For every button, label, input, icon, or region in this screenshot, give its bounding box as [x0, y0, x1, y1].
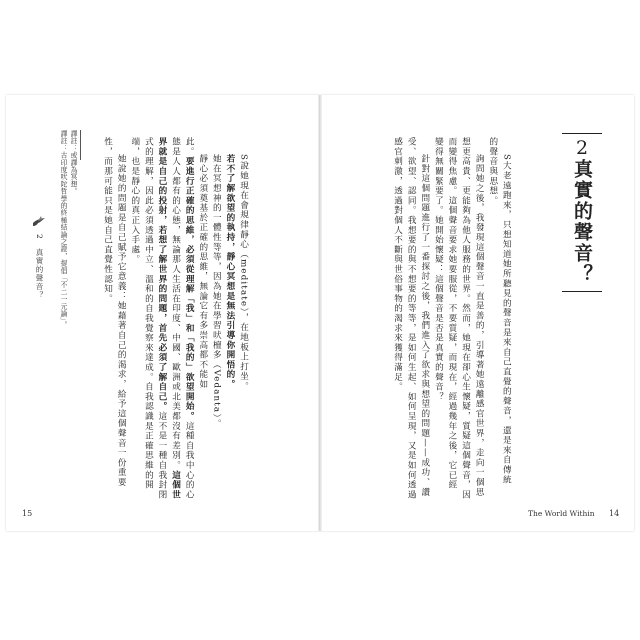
body-text-tail: 。 — [211, 418, 222, 429]
body-text: 端，也是靜心的真正入手處。 — [129, 137, 140, 265]
right-page-body — [390, 137, 512, 502]
body-line — [114, 137, 128, 502]
body-text: 式的理解，因此必須透過中立、溫和的自我覺察來達成。自我認識是正確思維的開 — [143, 137, 154, 490]
body-line — [127, 137, 141, 502]
footnote-rule — [80, 130, 81, 160]
bird-ornament-icon — [32, 214, 46, 228]
footnote-2: 譯註：古印度吠陀哲學的終極結論之證，提倡「不二一元論」。 — [59, 130, 67, 329]
body-line: 受、欲望、認同。我想要的與不想要的等等，是如何生起、如何呈現，又是如何透過 — [406, 137, 417, 500]
footnotes — [58, 130, 78, 340]
body-text-tail: 這不是一種自我封閉 — [156, 411, 167, 500]
body-text: 她說她的問題是自己賦予它意義：她藉著自己的渴求，給予這個聲音一份重要 — [116, 154, 127, 488]
running-header: 2 真實的聲音？ — [35, 234, 44, 300]
chapter-title: 真實的聲音？ — [571, 159, 593, 285]
body-line: 詢問她之後，我發現這個聲音一直是善的，引導著她遠離感官世界，走向一個思 — [474, 154, 485, 498]
body-text: 性，而那可能只是她自己直覺性認知。 — [102, 137, 113, 304]
book-gutter — [318, 95, 322, 531]
footnote-1: 譯註：或譯為冥想。 — [69, 130, 77, 195]
body-line: S大老遠跑來，只想知道她所聽見的聲音是來自己直覺的聲音，還是來自傳統 — [501, 154, 512, 485]
body-line — [236, 137, 250, 502]
chapter-heading — [562, 133, 602, 292]
body-line — [182, 137, 196, 502]
body-line — [100, 137, 114, 502]
body-line: 變得無關緊要了。她開始懷疑：這個聲音是否是真實的聲音？ — [433, 137, 444, 402]
body-line: 想更高貴、更能夠為他人服務的世界。然而，她現在卻心生懷疑，質疑這個聲音，因 — [460, 137, 471, 500]
body-line — [154, 137, 168, 502]
body-text: 態是人人都有的心態，無論那人生活在印度、中國、歐洲或北美都沒有差別。 — [170, 137, 181, 471]
body-text: 她在冥想神的一體性等等，因為她在學習吠檀多（Vedanta） — [211, 154, 222, 419]
emphasis-text: 若不了解欲望的執持，靜心冥想是無法引導你開悟的。 — [224, 154, 235, 390]
body-line — [141, 137, 155, 502]
body-text-tail: ，在地板上打坐。 — [238, 312, 249, 392]
body-text-tail: 這種自我中心的心 — [184, 421, 195, 500]
body-line: 感官刺激，透過對個人不斷與世俗事物的渴求來獲得滿足。 — [392, 137, 403, 392]
body-line: 的聲音與思想。 — [487, 137, 498, 206]
emphasis-text: 要進行正確的思維，必須從理解「我」和「我的」欲望開始。 — [184, 156, 195, 422]
body-text: 靜心必須奠基於正確的思維，無論它有多崇高都不能如 — [197, 154, 208, 390]
body-line — [168, 137, 182, 502]
emphasis-text: 界就是自己的投射，若想了解世界的問題，首先必須了解自己。 — [156, 137, 167, 412]
running-footer-title: The World Within — [528, 509, 595, 518]
page-number-right: 14 — [609, 509, 620, 518]
body-text: 此。 — [184, 137, 195, 157]
emphasis-text: 這個世 — [170, 470, 181, 500]
body-line — [195, 137, 209, 502]
body-line: 針對這個問題進行了一番探討之後，我們進入了欲求與想望的問題——成功、讚 — [419, 154, 430, 498]
left-page-body — [100, 137, 250, 502]
page-number-left: 15 — [22, 509, 33, 518]
chapter-number: 2 — [575, 137, 589, 159]
body-line — [209, 137, 223, 502]
body-text: S說她現在會規律靜心（meditate） — [238, 154, 249, 313]
body-line: 而變得焦慮。這個聲音要求她要服從，不要質疑，而現在，經過幾年之後，它已經 — [446, 137, 457, 490]
body-line — [222, 137, 236, 502]
